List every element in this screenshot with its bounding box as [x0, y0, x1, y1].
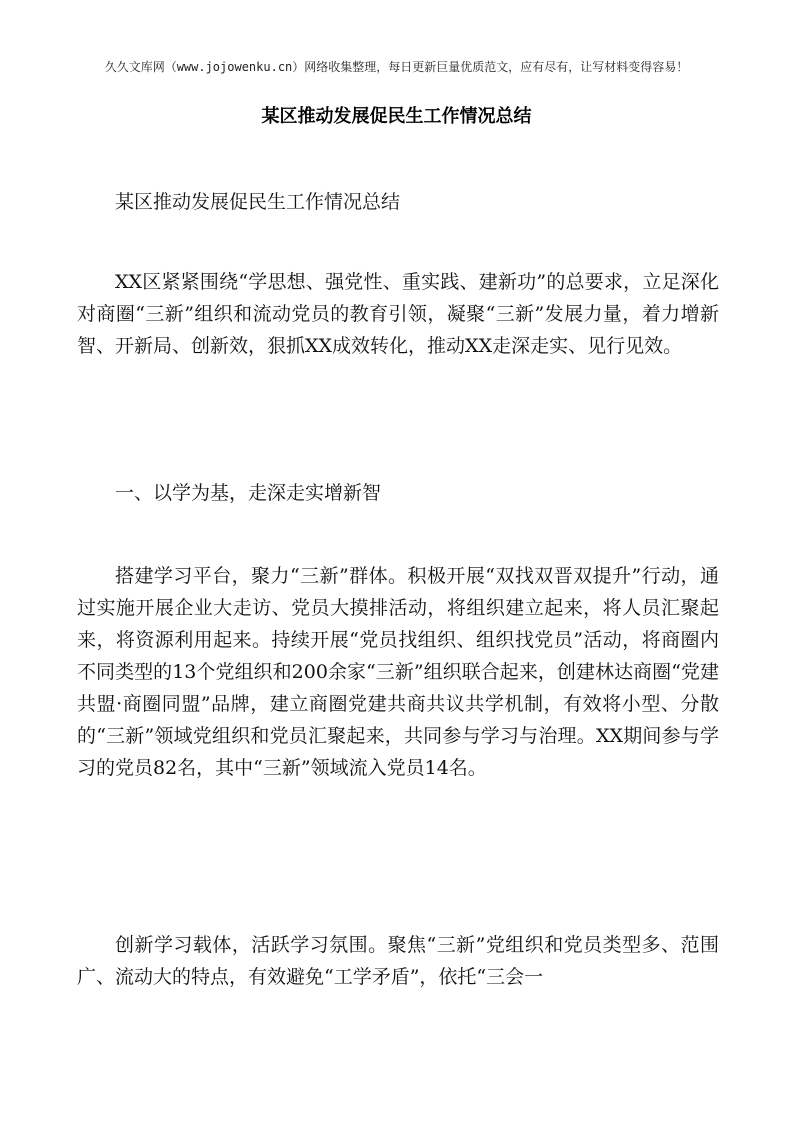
intro-paragraph: XX区紧紧围绕“学思想、强党性、重实践、建新功”的总要求，立足深化对商圈“三新”组织和流动党员的教育引领，凝聚“三新”发展力量，着力增新智、开新局、创新效，狠抓XX成效转化，推动XX走深走实、见行见效。 [77, 271, 719, 357]
subtitle-paragraph: 某区推动发展促民生工作情况总结 [115, 191, 401, 213]
section-1-paragraph-2: 创新学习载体，活跃学习氛围。聚焦“三新”党组织和党员类型多、范围广、流动大的特点，有效避免“工学矛盾”，依托“三会一 [77, 934, 719, 988]
document-title: 某区推动发展促民生工作情况总结 [261, 106, 532, 127]
header-note: 久久文库网（www.jojowenku.cn）网络收集整理，每日更新巨量优质范文，应有尽有，让写材料变得容易！ [104, 60, 689, 74]
section-heading-1: 一、以学为基，走深走实增新智 [115, 482, 382, 504]
section-1-paragraph-1: 搭建学习平台，聚力“三新”群体。积极开展“双找双晋双提升”行动，通过实施开展企业大走访、党员大摸排活动，将组织建立起来，将人员汇聚起来，将资源利用起来。持续开展“党员找组织、组织找党员”活动，将商圈内不同类型的13个党组织和200余家“三新”组织联合起来，创建林达商圈“党建共盟·商圈同盟”品牌，建立商圈党建共商共议共学机制，有效将小型、分散的“三新”领域党组织和党员汇聚起来，共同参与学习与治理。XX期间参与学习的党员82名，其中“三新”领域流入党员14名。 [77, 565, 719, 779]
